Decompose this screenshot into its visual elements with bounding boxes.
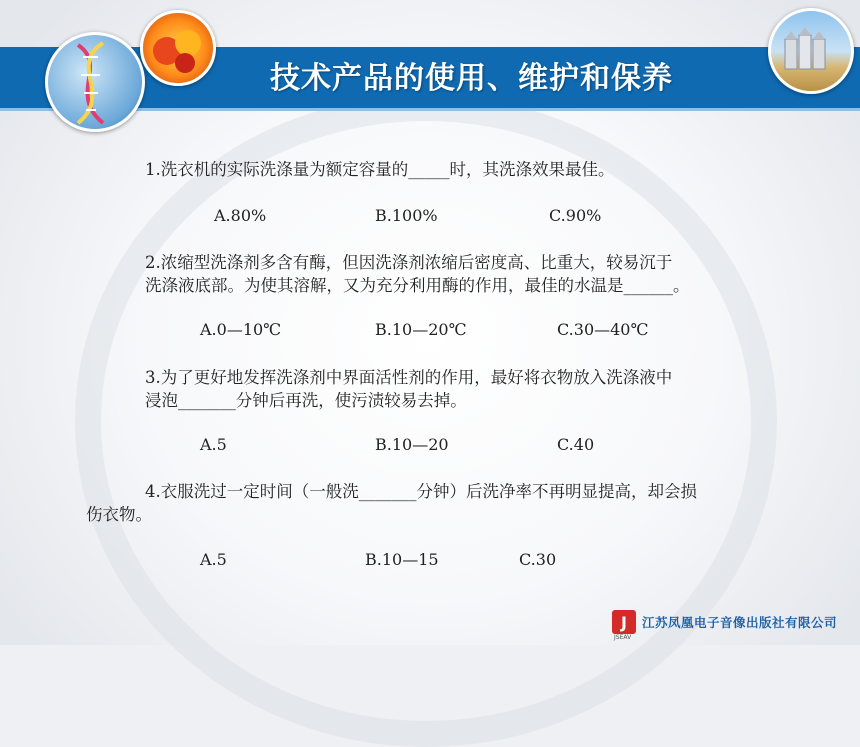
publisher-logo-caption: JSEAV [614,634,632,641]
question-2-line-1: 2.浓缩型洗涤剂多含有酶，但因洗涤剂浓缩后密度高、比重大，较易沉于 [145,253,673,272]
question-3-line-1: 3.为了更好地发挥洗涤剂中界面活性剂的作用，最好将衣物放入洗涤液中 [145,368,673,387]
question-4-option-c: C.30 [519,550,557,569]
dna-helix-icon [45,32,145,132]
publisher-footer [612,609,837,635]
decorative-arc [75,95,777,747]
question-4-line-2: 伤衣物。 [86,505,152,524]
question-4-option-a: A.5 [200,550,227,569]
grain-silo-icon [768,8,854,94]
slide-title: 技术产品的使用、维护和保养 [270,61,673,96]
question-1-option-a: A.80% [214,206,267,225]
question-4-line-1: 4.衣服洗过一定时间（一般洗_______分钟）后洗净率不再明显提高，却会损 [145,482,697,501]
question-2-option-c: C.30—40℃ [557,320,649,339]
question-3-option-a: A.5 [200,435,227,454]
question-2-option-b: B.10—20℃ [375,320,467,339]
question-4-option-b: B.10—15 [365,550,439,569]
question-2-line-2: 洗涤液底部。为使其溶解，又为充分利用酶的作用，最佳的水温是______。 [145,276,690,295]
question-2-option-a: A.0—10℃ [200,320,282,339]
publisher-logo: J [612,610,636,634]
publisher-name: 江苏凤凰电子音像出版社有限公司 [642,615,838,630]
question-3-option-b: B.10—20 [375,435,449,454]
question-3-line-2: 浸泡_______分钟后再洗，使污渍较易去掉。 [145,391,467,410]
question-1-option-b: B.100% [375,206,438,225]
fruit-icon [140,10,216,86]
question-1-option-c: C.90% [549,206,602,225]
question-1-line-1: 1.洗衣机的实际洗涤量为额定容量的_____时，其洗涤效果最佳。 [145,160,615,179]
question-3-option-c: C.40 [557,435,595,454]
